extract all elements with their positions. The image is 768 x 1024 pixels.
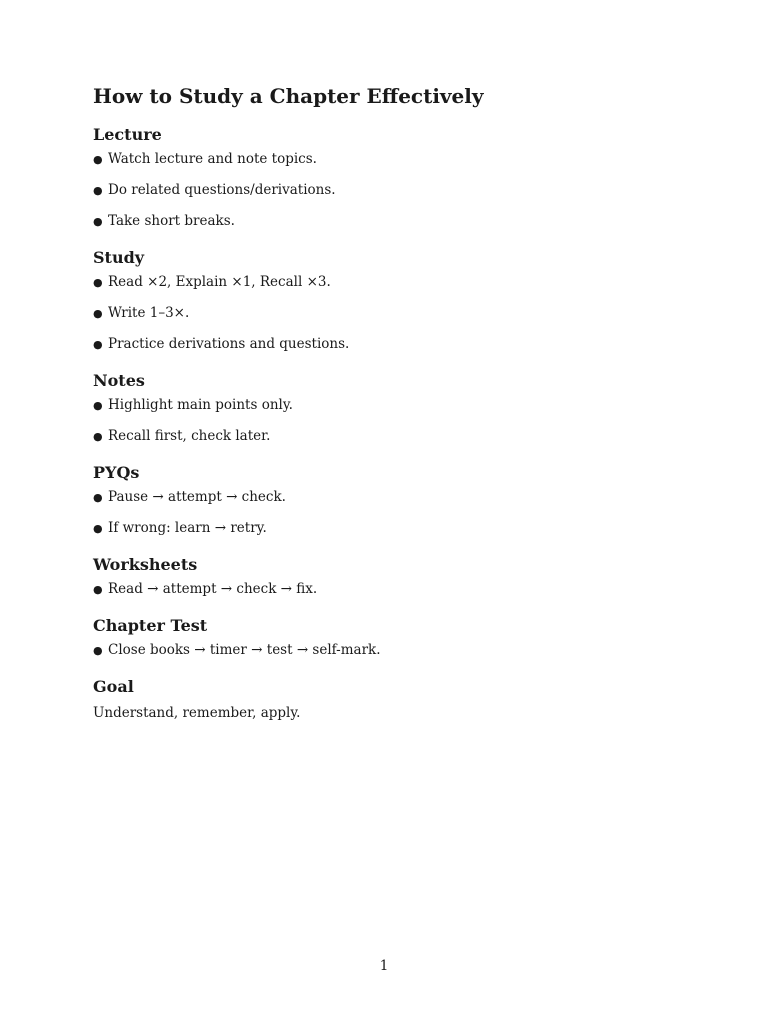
section-heading: Lecture — [93, 125, 162, 144]
bullet-icon: ● — [93, 583, 103, 596]
bullet-icon: ● — [93, 522, 103, 535]
list-item — [93, 488, 675, 507]
document-title: How to Study a Chapter Effectively — [93, 84, 484, 108]
bullet-icon: ● — [93, 276, 103, 289]
section-lecture — [93, 124, 675, 231]
list-item-text: Do related questions/derivations. — [108, 182, 336, 198]
section-worksheets — [93, 554, 675, 599]
list-item-text: Close books → timer → test → self-mark. — [108, 642, 381, 658]
section-pyqs — [93, 462, 675, 538]
section-heading: Chapter Test — [93, 616, 208, 635]
list-item — [93, 396, 675, 415]
list-item — [93, 335, 675, 354]
list-item-text: Write 1–3×. — [108, 305, 190, 321]
section-heading: Goal — [93, 677, 134, 696]
bullet-icon: ● — [93, 338, 103, 351]
bullet-list — [93, 641, 675, 660]
goal-text: Understand, remember, apply. — [93, 705, 301, 721]
section-study — [93, 247, 675, 354]
list-item-text: Highlight main points only. — [108, 397, 293, 413]
bullet-icon: ● — [93, 491, 103, 504]
list-item — [93, 427, 675, 446]
bullet-list — [93, 488, 675, 538]
bullet-list — [93, 396, 675, 446]
list-item — [93, 273, 675, 292]
list-item-text: Practice derivations and questions. — [108, 336, 350, 352]
bullet-icon: ● — [93, 215, 103, 228]
bullet-icon: ● — [93, 399, 103, 412]
list-item-text: Read → attempt → check → fix. — [108, 581, 318, 597]
section-heading: Study — [93, 248, 145, 267]
section-heading: Notes — [93, 371, 145, 390]
list-item-text: Watch lecture and note topics. — [108, 151, 317, 167]
list-item — [93, 150, 675, 169]
list-item-text: Pause → attempt → check. — [108, 489, 286, 505]
list-item — [93, 212, 675, 231]
list-item — [93, 580, 675, 599]
bullet-list — [93, 273, 675, 354]
section-heading: PYQs — [93, 463, 140, 482]
bullet-list — [93, 580, 675, 599]
list-item — [93, 519, 675, 538]
page-number: 1 — [379, 958, 389, 974]
section-goal — [93, 676, 675, 722]
list-item-text: Recall first, check later. — [108, 428, 271, 444]
bullet-icon: ● — [93, 153, 103, 166]
list-item — [93, 181, 675, 200]
bullet-icon: ● — [93, 184, 103, 197]
list-item-text: If wrong: learn → retry. — [108, 520, 267, 536]
list-item-text: Take short breaks. — [108, 213, 235, 229]
section-notes — [93, 370, 675, 446]
list-item — [93, 304, 675, 323]
bullet-icon: ● — [93, 430, 103, 443]
list-item — [93, 641, 675, 660]
section-chapter-test — [93, 615, 675, 660]
bullet-list — [93, 150, 675, 231]
bullet-icon: ● — [93, 307, 103, 320]
section-heading: Worksheets — [93, 555, 198, 574]
bullet-icon: ● — [93, 644, 103, 657]
list-item-text: Read ×2, Explain ×1, Recall ×3. — [108, 274, 331, 290]
